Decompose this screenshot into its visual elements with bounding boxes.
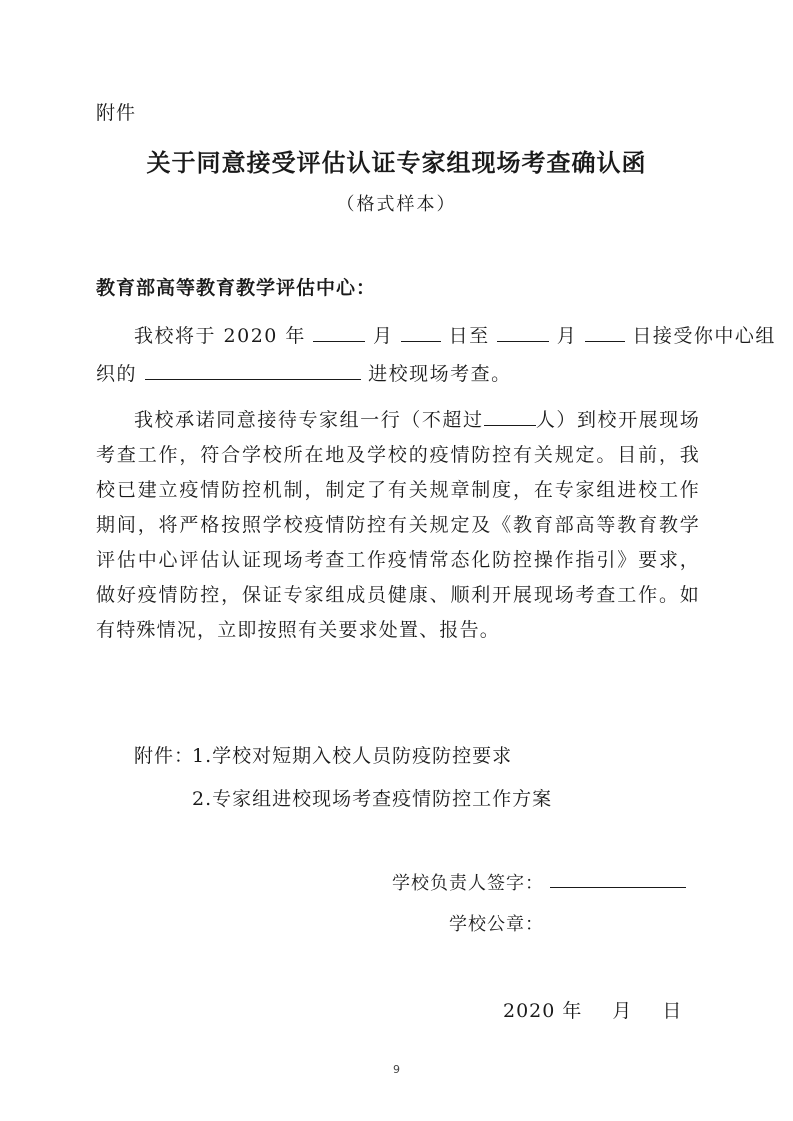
date-year: 2020 年	[503, 1000, 583, 1022]
para1-line2	[96, 359, 512, 386]
para2-text-a: 我校承诺同意接待专家组一行（不超过	[134, 409, 484, 431]
blank-end-day	[585, 323, 625, 342]
document-title: 关于同意接受评估认证专家组现场考查确认函	[146, 148, 647, 177]
page-number: 9	[393, 1063, 400, 1076]
seal-label: 学校公章：	[449, 914, 544, 935]
date-line	[503, 996, 682, 1023]
para1-text-d: 月	[556, 325, 578, 347]
blank-end-month	[497, 323, 549, 342]
document-subtitle: （格式样本）	[336, 194, 457, 215]
para1-text-g: 进校现场考查。	[368, 363, 512, 385]
para1-text-e: 日接受你中心组	[632, 325, 776, 347]
para1-text-f: 织的	[96, 363, 138, 385]
para1-text-a: 我校将于 2020 年	[134, 325, 306, 347]
attachment-label: 附件	[96, 102, 137, 124]
signature-label: 学校负责人签字：	[392, 873, 544, 894]
date-day: 日	[662, 1000, 683, 1022]
para2-text-b: 人）到校开展现场考查工作，符合学校所在地及学校的疫情防控有关规定。目前，我校已建立疫情防控机制，制定了有关规章制度，在专家组进校工作期间，将严格按照学校疫情防控有关规定及《教育部高等教育教学评估中心评估认证现场考查工作疫情常态化防控操作指引》要求，做好疫情防控，保证专家组成员健康、顺利开展现场考查工作。如有特殊情况，立即按照有关要求处置、报告。	[96, 409, 700, 641]
signature-line	[550, 871, 686, 888]
attachments-label: 附件：	[134, 745, 195, 767]
para1-text-b: 月	[373, 325, 394, 347]
blank-organization	[145, 361, 361, 380]
attachment-item-2: 2.专家组进校现场考查疫情防控工作方案	[192, 788, 553, 810]
blank-expert-count	[484, 407, 536, 426]
para1-text-c: 日至	[448, 325, 490, 347]
commitment-paragraph	[96, 403, 700, 648]
blank-start-month	[313, 323, 365, 342]
salutation: 教育部高等教育教学评估中心：	[96, 277, 377, 299]
para1-line1	[134, 321, 776, 348]
blank-start-day	[401, 323, 441, 342]
attachment-item-1: 1.学校对短期入校人员防疫防控要求	[192, 745, 513, 767]
date-month: 月	[612, 1000, 633, 1022]
